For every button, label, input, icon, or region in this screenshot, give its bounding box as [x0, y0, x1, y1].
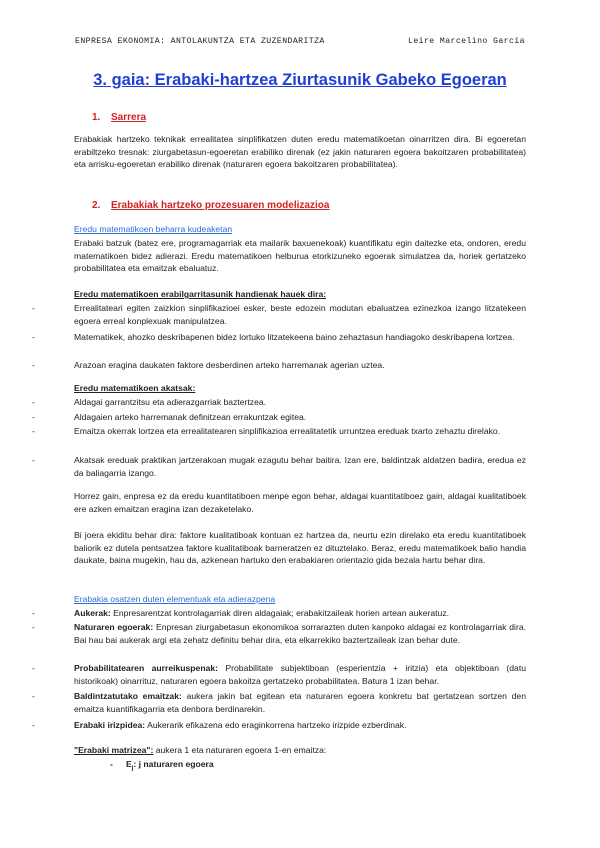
- definition: Probabilitate subjektiboan (esperientzia + iritzia) eta objektiboan (datu historikoak) oinarrituz, naturaren egoera bakoitza gertatzeko probabilitatea. Batura 1 izan behar.: [74, 663, 526, 686]
- bullet-dash: -: [32, 397, 35, 407]
- paragraph-qualitative: Bi joera ekiditu behar dira: faktore kualitatiboak kontuan ez hartzea da, neurtu ezin direlako eta eredu kuantitatiboek baliorik ez dutela pentsatzea faktore kualitatiboak barneratzen ez dituztelako. Beraz, eredu matematikoek balio handia daukate, baina mugekin, hau da, azkenean hartuko den erabakiaren orientazio gida bezala hartu behar dira.: [74, 530, 526, 566]
- bullet-dash: -: [32, 720, 35, 730]
- subheading-weaknesses: Eredu matematikoen akatsak:: [74, 383, 196, 393]
- list-item: [32, 331, 526, 344]
- term: Baldintzatutako emaitzak:: [74, 691, 182, 701]
- section-number: 1.: [92, 112, 101, 123]
- page-title: 3. gaia: Erabaki-hartzea Ziurtasunik Gabeko Egoeran: [93, 71, 507, 89]
- list-item: [32, 690, 526, 715]
- matrix-definition: : j naturaren egoera: [133, 759, 214, 769]
- list-item-text: Errealitateari egiten zaizkion sinplifikazioei esker, beste edozein modutan ebaluatzea ezinezkoa izango litzatekeen egoera erreal konplexuak manipulatzea.: [74, 303, 526, 326]
- section-label: Erabakiak hartzeko prozesuaren modelizazioa: [111, 200, 330, 211]
- header-author: Leire Marcelino García: [408, 37, 525, 46]
- header-course-title: ENPRESA EKONOMIA: ANTOLAKUNTZA ETA ZUZENDARITZA: [75, 37, 325, 46]
- definition: Aukerarik efikazena edo eraginkorrena hartzeko irizpide ezberdinak.: [145, 720, 407, 730]
- list-item: [32, 719, 526, 732]
- list-item: [32, 411, 526, 424]
- list-item: [32, 454, 526, 479]
- intro-paragraph: Erabakiak hartzeko teknikak errealitatea sinplifikatzen duten eredu matematikoetan oinarritzen dira. Bi egoeretan erabiltzeko tresnak: ziurgabetasun-egoeretan erabiliko direnak (ez jakin naturaren egoera bakoitzaren probabilitatea) eta arrisku-egoeretan erabiliko direnak (naturaren egoera bakoitzaren probabilitatea).: [74, 134, 526, 170]
- bullet-dash: -: [32, 332, 35, 342]
- bullet-dash: -: [32, 455, 35, 465]
- bullet-dash: -: [110, 759, 113, 769]
- matrix-subscript: j: [131, 765, 134, 772]
- list-item: [32, 607, 526, 620]
- list-item-text: Emaitza okerrak lortzea eta errealitatearen sinplifikazioa errealitatetik urruntzea ereduak txarto zehaztu direlako.: [74, 426, 501, 436]
- definition: aukera jakin bat egitean eta naturaren egoera konkretu bat gertatzean sortzen den emaitza kuantifikagarria eta denbora berdinarekin.: [74, 691, 526, 714]
- term: Probabilitatearen aurreikuspenak:: [74, 663, 219, 673]
- list-item-text: Arazoan eragina daukaten faktore desberdinen arteko harremanak agerian uztea.: [74, 360, 385, 370]
- term: Erabaki irizpidea:: [74, 720, 146, 730]
- term: Aukerak:: [74, 608, 111, 618]
- list-item: [32, 302, 526, 327]
- decision-matrix-line: [74, 745, 326, 755]
- bullet-dash: -: [32, 303, 35, 313]
- models-paragraph: Erabaki batzuk (batez ere, programagarriak eta mailarik baxuenekoak) kuantifikatu egin daitezke eta, ondoren, eredu matematikoen bidez adierazi. Eredu matematikoen helburua etorkizuneko egoerak simulatzea da, horiek gertatzeko probabilitatea eta emaitzak ebaluatuz.: [74, 238, 526, 274]
- section-number: 2.: [92, 200, 101, 211]
- bullet-dash: -: [32, 412, 35, 422]
- bullet-dash: -: [32, 622, 35, 632]
- bullet-dash: -: [32, 608, 35, 618]
- list-item-text: Aldagai garrantzitsu eta adierazgarriak baztertzea.: [74, 397, 267, 407]
- definition: Enpresan ziurgabetasun ekonomikoa sorrarazten duten kanpoko aldagai ez kontrolagarriak dira. Bai hau bai aukerak argi eta zehatz definitu behar dira, eta elkarrekiko baztertzaileak izan behar dute.: [74, 622, 526, 645]
- paragraph-quantitative: Horrez gain, enpresa ez da eredu kuantitatiboen menpe egon behar, aldagai kuantitatiboez gain, aldagai kualitatiboek ere azken emaitzan eragina izan dezaketelako.: [74, 491, 526, 514]
- subheading-advantages: Eredu matematikoen erabilgarritasunik handienak hauek dira:: [74, 289, 327, 299]
- list-item: [32, 425, 526, 438]
- bullet-dash: -: [32, 426, 35, 436]
- term: "Erabaki matrizea":: [74, 745, 154, 755]
- list-item: [110, 759, 214, 772]
- list-item-text: Akatsak ereduak praktikan jartzerakoan mugak ezagutu behar baitira. Izan ere, baldintzak aldatzen badira, eredua ez da baliagarria izango.: [74, 455, 526, 478]
- list-item-text: Aldagaien arteko harremanak definitzean errakuntzak egitea.: [74, 412, 307, 422]
- term: Naturaren egoerak:: [74, 622, 154, 632]
- definition: Enpresarentzat kontrolagarriak diren aldagaiak; erabakitzaileak horien artean aukeratuz.: [110, 608, 450, 618]
- bullet-dash: -: [32, 663, 35, 673]
- section-label: Sarrera: [111, 112, 147, 123]
- section-heading-2: [92, 200, 329, 211]
- matrix-symbol: E: [126, 759, 132, 769]
- list-item: [32, 359, 526, 372]
- list-item: [32, 621, 526, 646]
- subheading-models-need: Eredu matematikoen beharra kudeaketan: [74, 224, 233, 234]
- definition: aukera 1 eta naturaren egoera 1-en emaitza:: [153, 745, 327, 755]
- section-heading-1: [92, 112, 146, 123]
- subheading-decision-elements: Erabakia osatzen duten elementuak eta adierazpena: [74, 594, 276, 604]
- bullet-dash: -: [32, 360, 35, 370]
- list-item: [32, 396, 526, 409]
- bullet-dash: -: [32, 691, 35, 701]
- list-item: [32, 662, 526, 687]
- list-item-text: Matematikek, ahozko deskribapenen bidez lortuko litzatekeena baino zehaztasun handiagoko deskribapena lortzea.: [74, 332, 515, 342]
